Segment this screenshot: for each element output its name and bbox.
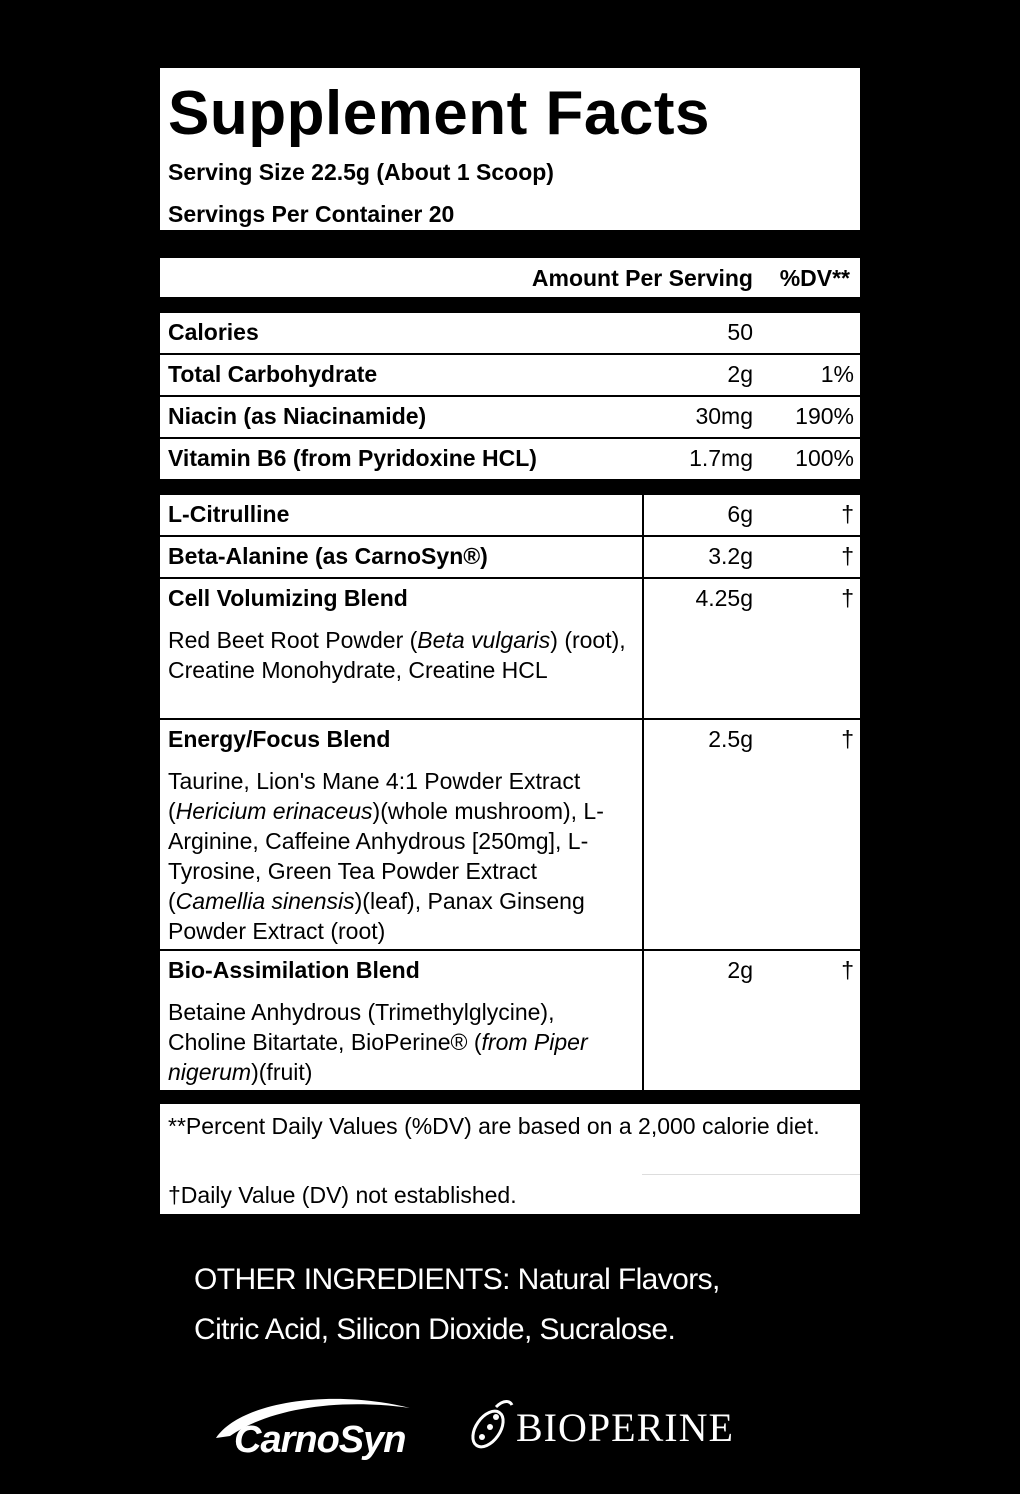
amount-header-bar [160,258,860,297]
blend-description: Red Beet Root Powder (Beta vulgaris) (root), Creatine Monohydrate, Creatine HCL [168,627,626,683]
ingredient-dv: † [841,957,854,983]
ingredient-dv: † [841,726,854,752]
ingredients-table [160,495,860,1090]
ingredient-dv: † [841,585,854,611]
table-row [160,579,860,720]
amount-per-serving-label: Amount Per Serving [531,265,753,291]
nutrient-name: Vitamin B6 (from Pyridoxine HCL) [168,445,537,471]
pepper-leaf-icon [470,1402,512,1453]
ingredient-name: Energy/Focus Blend [168,726,391,752]
nutrient-amount: 1.7mg [689,445,753,471]
table-row [160,537,860,579]
table-row [160,397,860,439]
servings-per-container: Servings Per Container 20 [168,201,455,227]
ingredient-amount: 3.2g [708,543,753,569]
ingredient-dv: † [841,501,854,527]
table-row [160,720,860,951]
other-ingredients-line-2: Citric Acid, Silicon Dioxide, Sucralose. [194,1313,676,1346]
ingredient-name: Bio-Assimilation Blend [168,957,420,983]
page-title: Supplement Facts [168,79,710,148]
dv-footnote: **Percent Daily Values (%DV) are based on a 2,000 calorie diet. [168,1113,820,1139]
supplement-facts-header [160,68,860,230]
ingredient-amount: 4.25g [695,585,753,611]
dagger-footnote: †Daily Value (DV) not established. [168,1182,517,1208]
column-divider [642,495,644,535]
nutrient-name: Calories [168,319,259,345]
table-row [160,495,860,537]
dv-label: %DV** [779,265,850,291]
nutrients-table [160,313,860,479]
bioperine-wordmark: BIOPERINE [516,1405,734,1450]
nutrient-amount: 30mg [695,403,753,429]
nutrient-dv: 100% [795,445,854,471]
other-ingredients-line-1: OTHER INGREDIENTS: Natural Flavors, [194,1263,720,1296]
footnote-divider [642,1174,860,1175]
nutrient-name: Total Carbohydrate [168,361,378,387]
table-row [160,313,860,355]
column-divider [642,537,644,577]
bioperine-logo [470,1395,810,1455]
ingredient-amount: 6g [727,501,753,527]
table-row [160,355,860,397]
ingredient-name: Cell Volumizing Blend [168,585,408,611]
nutrient-dv: 1% [820,361,854,387]
other-ingredients [194,1255,834,1355]
nutrient-amount: 50 [727,319,753,345]
nutrient-amount: 2g [727,361,753,387]
ingredient-amount: 2g [727,957,753,983]
blend-description: Betaine Anhydrous (Trimethylglycine), Choline Bitartate, BioPerine® (from Piper nigerum)(fruit) [168,999,588,1085]
table-row [160,439,860,479]
carnosyn-wordmark: CarnoSyn [234,1419,406,1461]
table-row [160,951,860,1090]
column-divider [642,579,644,718]
footnotes [160,1104,860,1214]
carnosyn-logo [210,1390,425,1470]
nutrient-dv: 190% [795,403,854,429]
blend-description: Taurine, Lion's Mane 4:1 Powder Extract (Hericium erinaceus)(whole mushroom), L-Arginine, Caffeine Anhydrous [250mg], L-Tyrosine, Green Tea Powder Extract (Camellia sinensis)(leaf), Panax Ginseng Powder Extract (root) [168,768,604,944]
ingredient-name: Beta-Alanine (as CarnoSyn®) [168,543,488,569]
ingredient-amount: 2.5g [708,726,753,752]
ingredient-dv: † [841,543,854,569]
column-divider [642,951,644,1090]
ingredient-name: L-Citrulline [168,501,290,527]
column-divider [642,720,644,949]
serving-size: Serving Size 22.5g (About 1 Scoop) [168,159,554,185]
nutrient-name: Niacin (as Niacinamide) [168,403,427,429]
